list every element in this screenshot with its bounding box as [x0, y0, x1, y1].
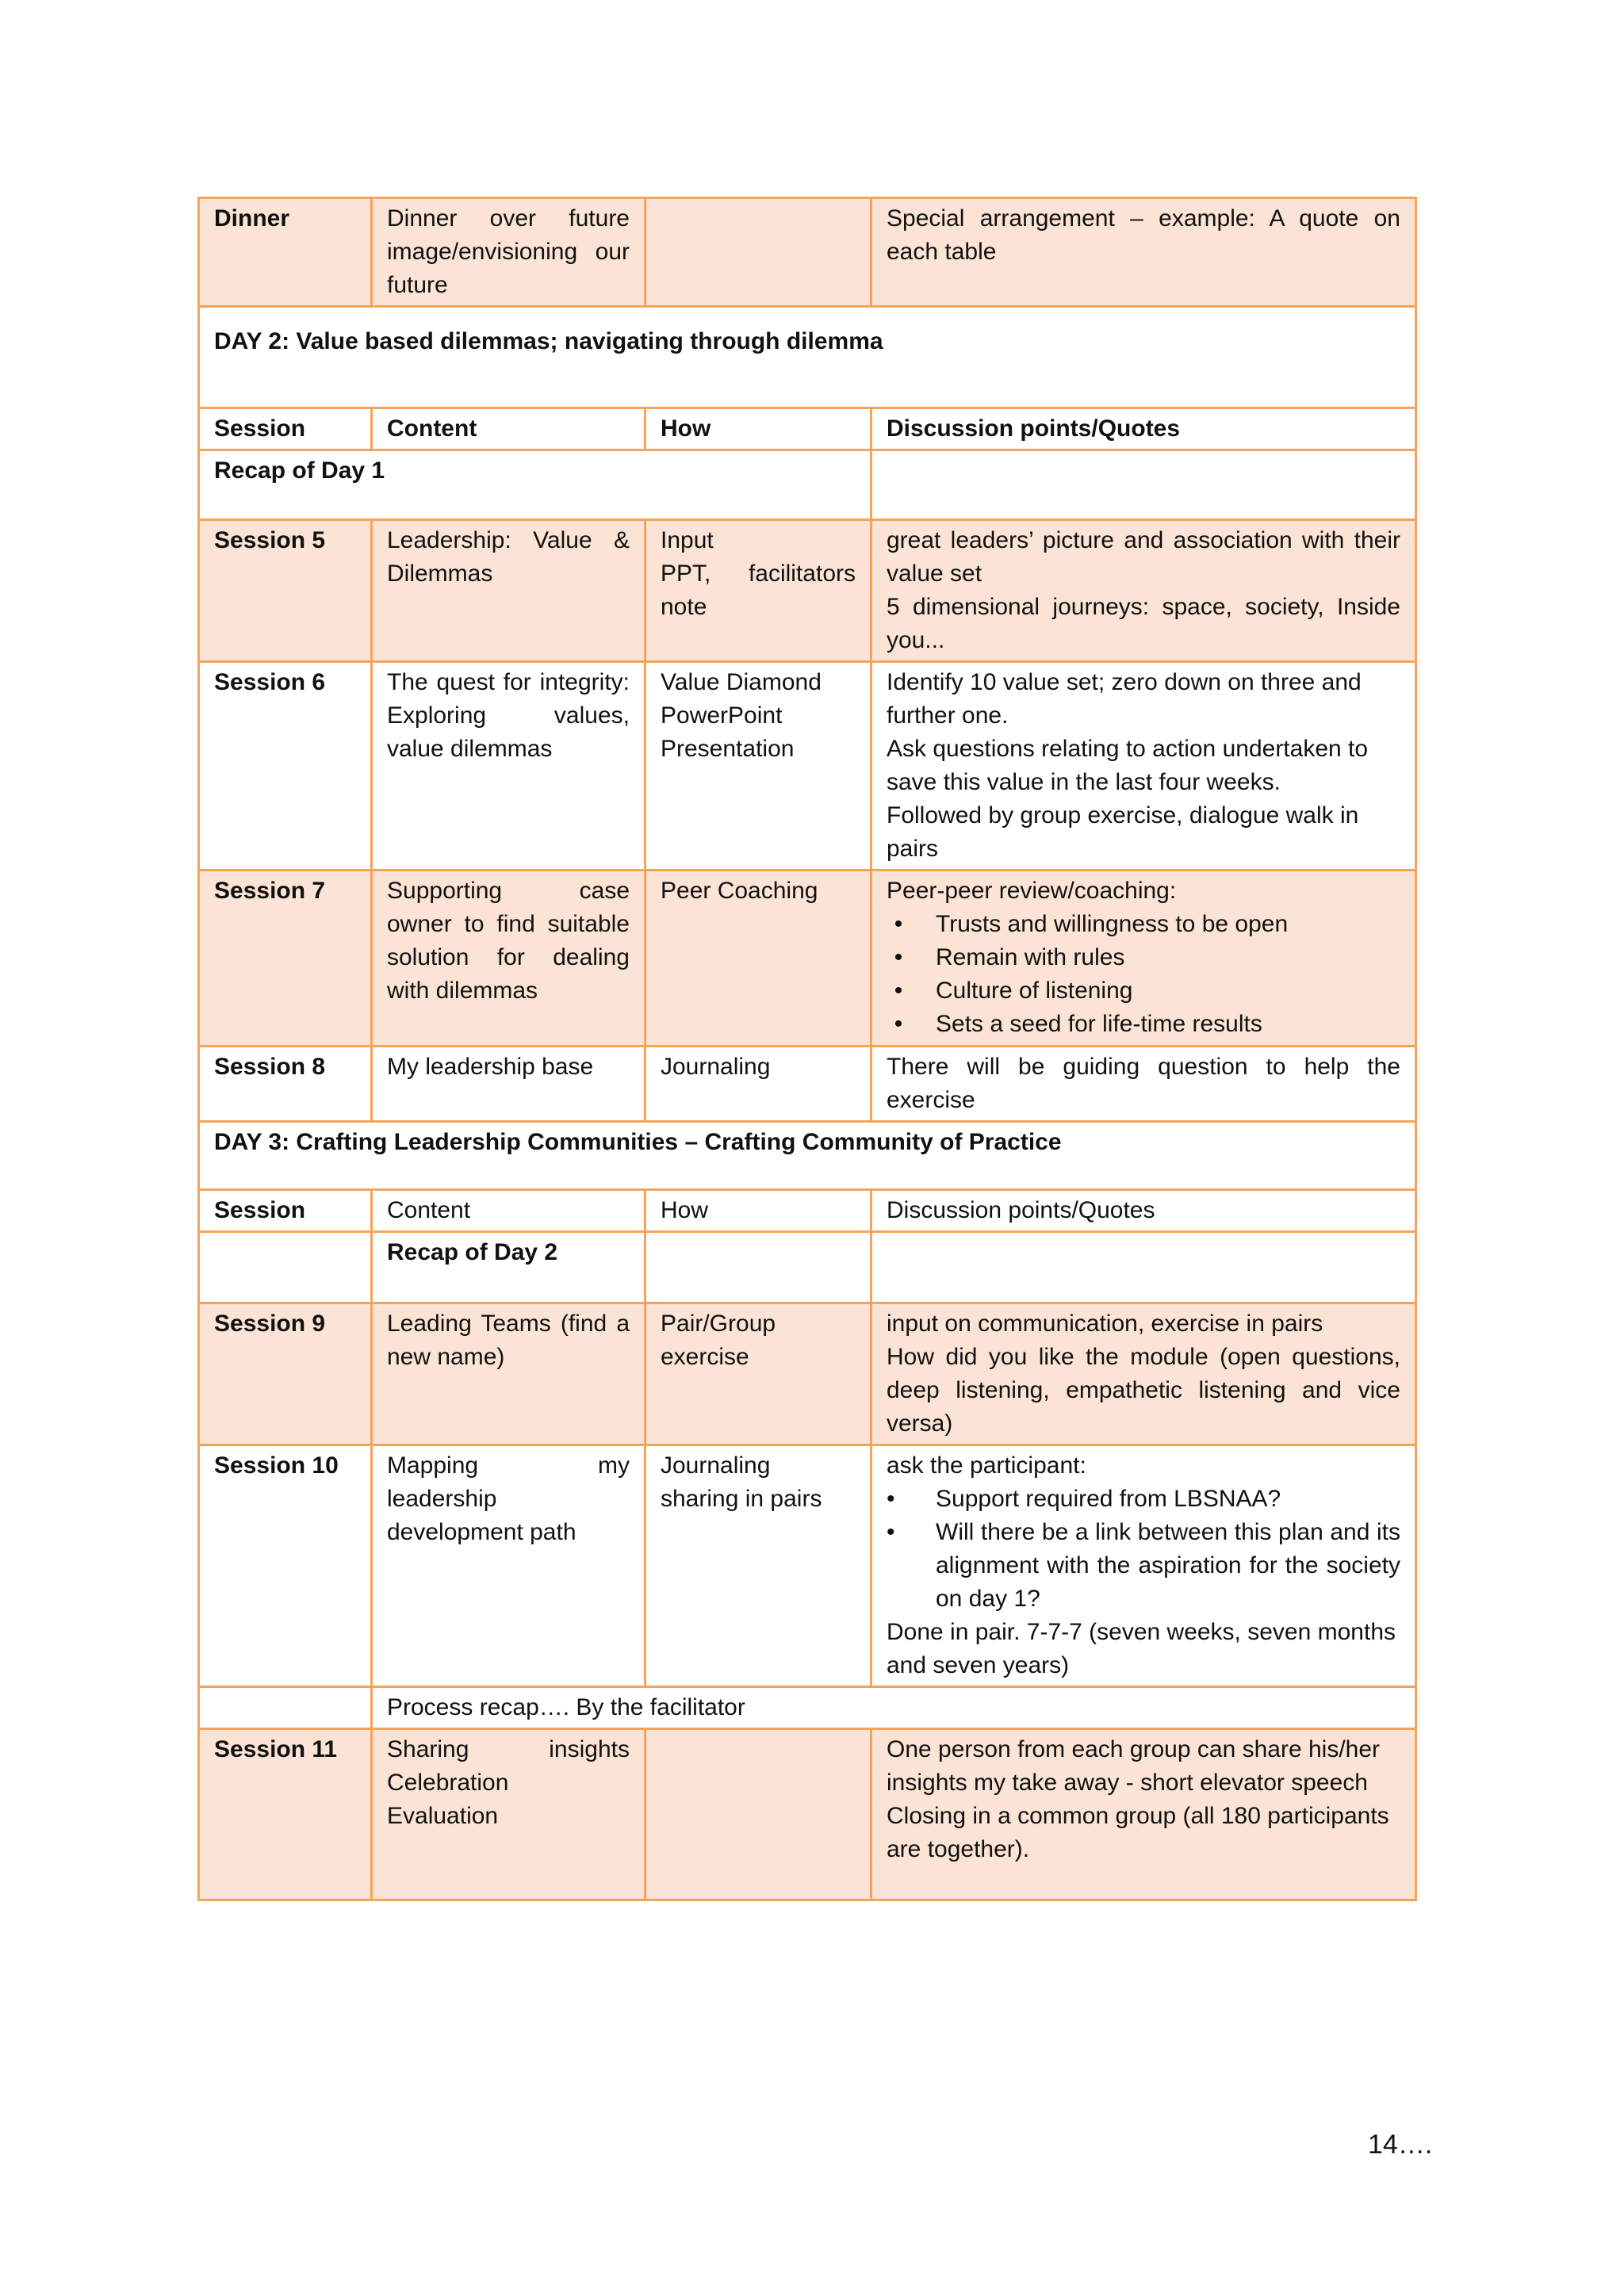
content-cell: My leadership base — [372, 1047, 645, 1122]
day-2-heading: DAY 2: Value based dilemmas; navigating through dilemma — [199, 307, 1416, 408]
discussion-cell — [871, 1445, 1416, 1687]
how-cell — [645, 520, 871, 662]
table-row-session-11 — [199, 1729, 1416, 1900]
discussion-intro: ask the participant: — [887, 1452, 1086, 1479]
recap-day-2-how-cell — [645, 1232, 871, 1303]
how-line: sharing in pairs — [661, 1486, 822, 1512]
column-header-how: How — [645, 408, 871, 450]
content-cell: The quest for integrity: Exploring values, value dilemmas — [372, 662, 645, 871]
content-cell: Dinner over future image/envisioning our future — [372, 198, 645, 307]
table-row-session-9 — [199, 1303, 1416, 1445]
how-cell: Peer Coaching — [645, 871, 871, 1047]
content-line: Celebration — [387, 1770, 509, 1796]
table-row-session-8 — [199, 1047, 1416, 1122]
list-item-text: Culture of listening — [936, 978, 1133, 1004]
recap-day-2: Recap of Day 2 — [372, 1232, 645, 1303]
how-cell — [645, 1303, 871, 1445]
how-cell — [645, 1445, 871, 1687]
how-line: Journaling — [661, 1452, 771, 1479]
column-header-content: Content — [372, 408, 645, 450]
list-item — [887, 1483, 1400, 1516]
recap-day-2-row — [199, 1232, 1416, 1303]
list-item — [887, 1516, 1400, 1616]
list-item — [887, 974, 1400, 1008]
session-cell: Session 5 — [199, 520, 372, 662]
column-header-session: Session — [199, 408, 372, 450]
how-line: PPT, facilitators note — [661, 561, 856, 620]
discussion-line: input on communication, exercise in pairs — [887, 1311, 1323, 1337]
list-item-text: Remain with rules — [936, 944, 1125, 970]
list-item — [887, 941, 1400, 974]
column-header-how: How — [645, 1190, 871, 1232]
content-cell: Leadership: Value & Dilemmas — [372, 520, 645, 662]
discussion-cell — [871, 871, 1416, 1047]
recap-day-1-row — [199, 450, 1416, 520]
discussion-line: Identify 10 value set; zero down on three and further one. — [887, 669, 1362, 729]
table-row-session-6 — [199, 662, 1416, 871]
session-cell: Session 9 — [199, 1303, 372, 1445]
session-cell: Session 8 — [199, 1047, 372, 1122]
bullet-list — [887, 908, 1400, 1041]
session-cell: Dinner — [199, 198, 372, 307]
content-cell — [372, 1729, 645, 1900]
discussion-cell — [871, 1729, 1416, 1900]
how-line: Value Diamond — [661, 669, 822, 695]
discussion-line: One person from each group can share his/her insights my take away - short elevator speech — [887, 1736, 1381, 1796]
session-cell: Session 7 — [199, 871, 372, 1047]
column-header-content: Content — [372, 1190, 645, 1232]
discussion-cell: There will be guiding question to help the exercise — [871, 1047, 1416, 1122]
column-header-session: Session — [199, 1190, 372, 1232]
table-row-session-10 — [199, 1445, 1416, 1687]
content-cell: Leading Teams (find a new name) — [372, 1303, 645, 1445]
list-item-text: Support required from LBSNAA? — [936, 1486, 1281, 1512]
bullet-icon: • — [887, 1486, 895, 1512]
recap-day-1: Recap of Day 1 — [199, 450, 871, 520]
list-item-text: Will there be a link between this plan and its alignment with the aspiration for the society on day 1? — [936, 1519, 1400, 1612]
discussion-cell — [871, 662, 1416, 871]
discussion-line: Closing in a common group (all 180 participants are together). — [887, 1803, 1389, 1862]
session-plan-table — [197, 197, 1417, 1901]
content-cell: Mapping my leadership development path — [372, 1445, 645, 1687]
discussion-line: great leaders’ picture and association with their value set — [887, 527, 1400, 587]
column-header-discussion: Discussion points/Quotes — [871, 408, 1416, 450]
content-line: Sharing insights — [387, 1736, 630, 1762]
process-recap: Process recap…. By the facilitator — [372, 1687, 1416, 1729]
recap-day-2-session-cell — [199, 1232, 372, 1303]
table-row-session-5 — [199, 520, 1416, 662]
discussion-line: How did you like the module (open questions, deep listening, empathetic listening and vice versa) — [887, 1344, 1400, 1437]
process-recap-session-cell — [199, 1687, 372, 1729]
how-line: Input — [661, 527, 714, 553]
recap-day-2-discussion-cell — [871, 1232, 1416, 1303]
recap-day-1-discussion-cell — [871, 450, 1416, 520]
content-line: Evaluation — [387, 1803, 499, 1829]
day-2-heading-row — [199, 307, 1416, 408]
how-line: Pair/Group — [661, 1311, 776, 1337]
day-3-column-header-row — [199, 1190, 1416, 1232]
discussion-line: Followed by group exercise, dialogue walk in pairs — [887, 802, 1359, 862]
bullet-icon: • — [894, 911, 903, 937]
day-3-heading-row — [199, 1122, 1416, 1190]
page-number: 14…. — [1368, 2130, 1433, 2160]
session-cell: Session 6 — [199, 662, 372, 871]
list-item-text: Trusts and willingness to be open — [936, 911, 1289, 937]
how-line: Presentation — [661, 736, 795, 762]
discussion-line: Ask questions relating to action undertaken to save this value in the last four weeks. — [887, 736, 1369, 795]
column-header-discussion: Discussion points/Quotes — [871, 1190, 1416, 1232]
how-line: PowerPoint — [661, 702, 783, 729]
list-item-text: Sets a seed for life-time results — [936, 1011, 1262, 1037]
table-row-dinner — [199, 198, 1416, 307]
discussion-cell: Special arrangement – example: A quote on each table — [871, 198, 1416, 307]
session-cell: Session 11 — [199, 1729, 372, 1900]
day-2-column-header-row — [199, 408, 1416, 450]
discussion-line: 5 dimensional journeys: space, society, Inside you... — [887, 594, 1400, 653]
discussion-cell — [871, 520, 1416, 662]
bullet-icon: • — [887, 1519, 895, 1545]
how-cell: Journaling — [645, 1047, 871, 1122]
how-cell — [645, 1729, 871, 1900]
how-line: exercise — [661, 1344, 749, 1370]
discussion-outro: Done in pair. 7-7-7 (seven weeks, seven months and seven years) — [887, 1619, 1396, 1678]
bullet-icon: • — [894, 978, 903, 1004]
list-item — [887, 908, 1400, 941]
how-cell — [645, 662, 871, 871]
bullet-icon: • — [894, 1011, 903, 1037]
table-row-session-7 — [199, 871, 1416, 1047]
process-recap-row — [199, 1687, 1416, 1729]
how-cell — [645, 198, 871, 307]
discussion-intro: Peer-peer review/coaching: — [887, 878, 1177, 904]
content-cell: Supporting case owner to find suitable solution for dealing with dilemmas — [372, 871, 645, 1047]
bullet-icon: • — [894, 944, 903, 970]
bullet-list — [887, 1483, 1400, 1616]
discussion-cell — [871, 1303, 1416, 1445]
list-item — [887, 1008, 1400, 1041]
session-cell: Session 10 — [199, 1445, 372, 1687]
day-3-heading: DAY 3: Crafting Leadership Communities – Crafting Community of Practice — [199, 1122, 1416, 1190]
